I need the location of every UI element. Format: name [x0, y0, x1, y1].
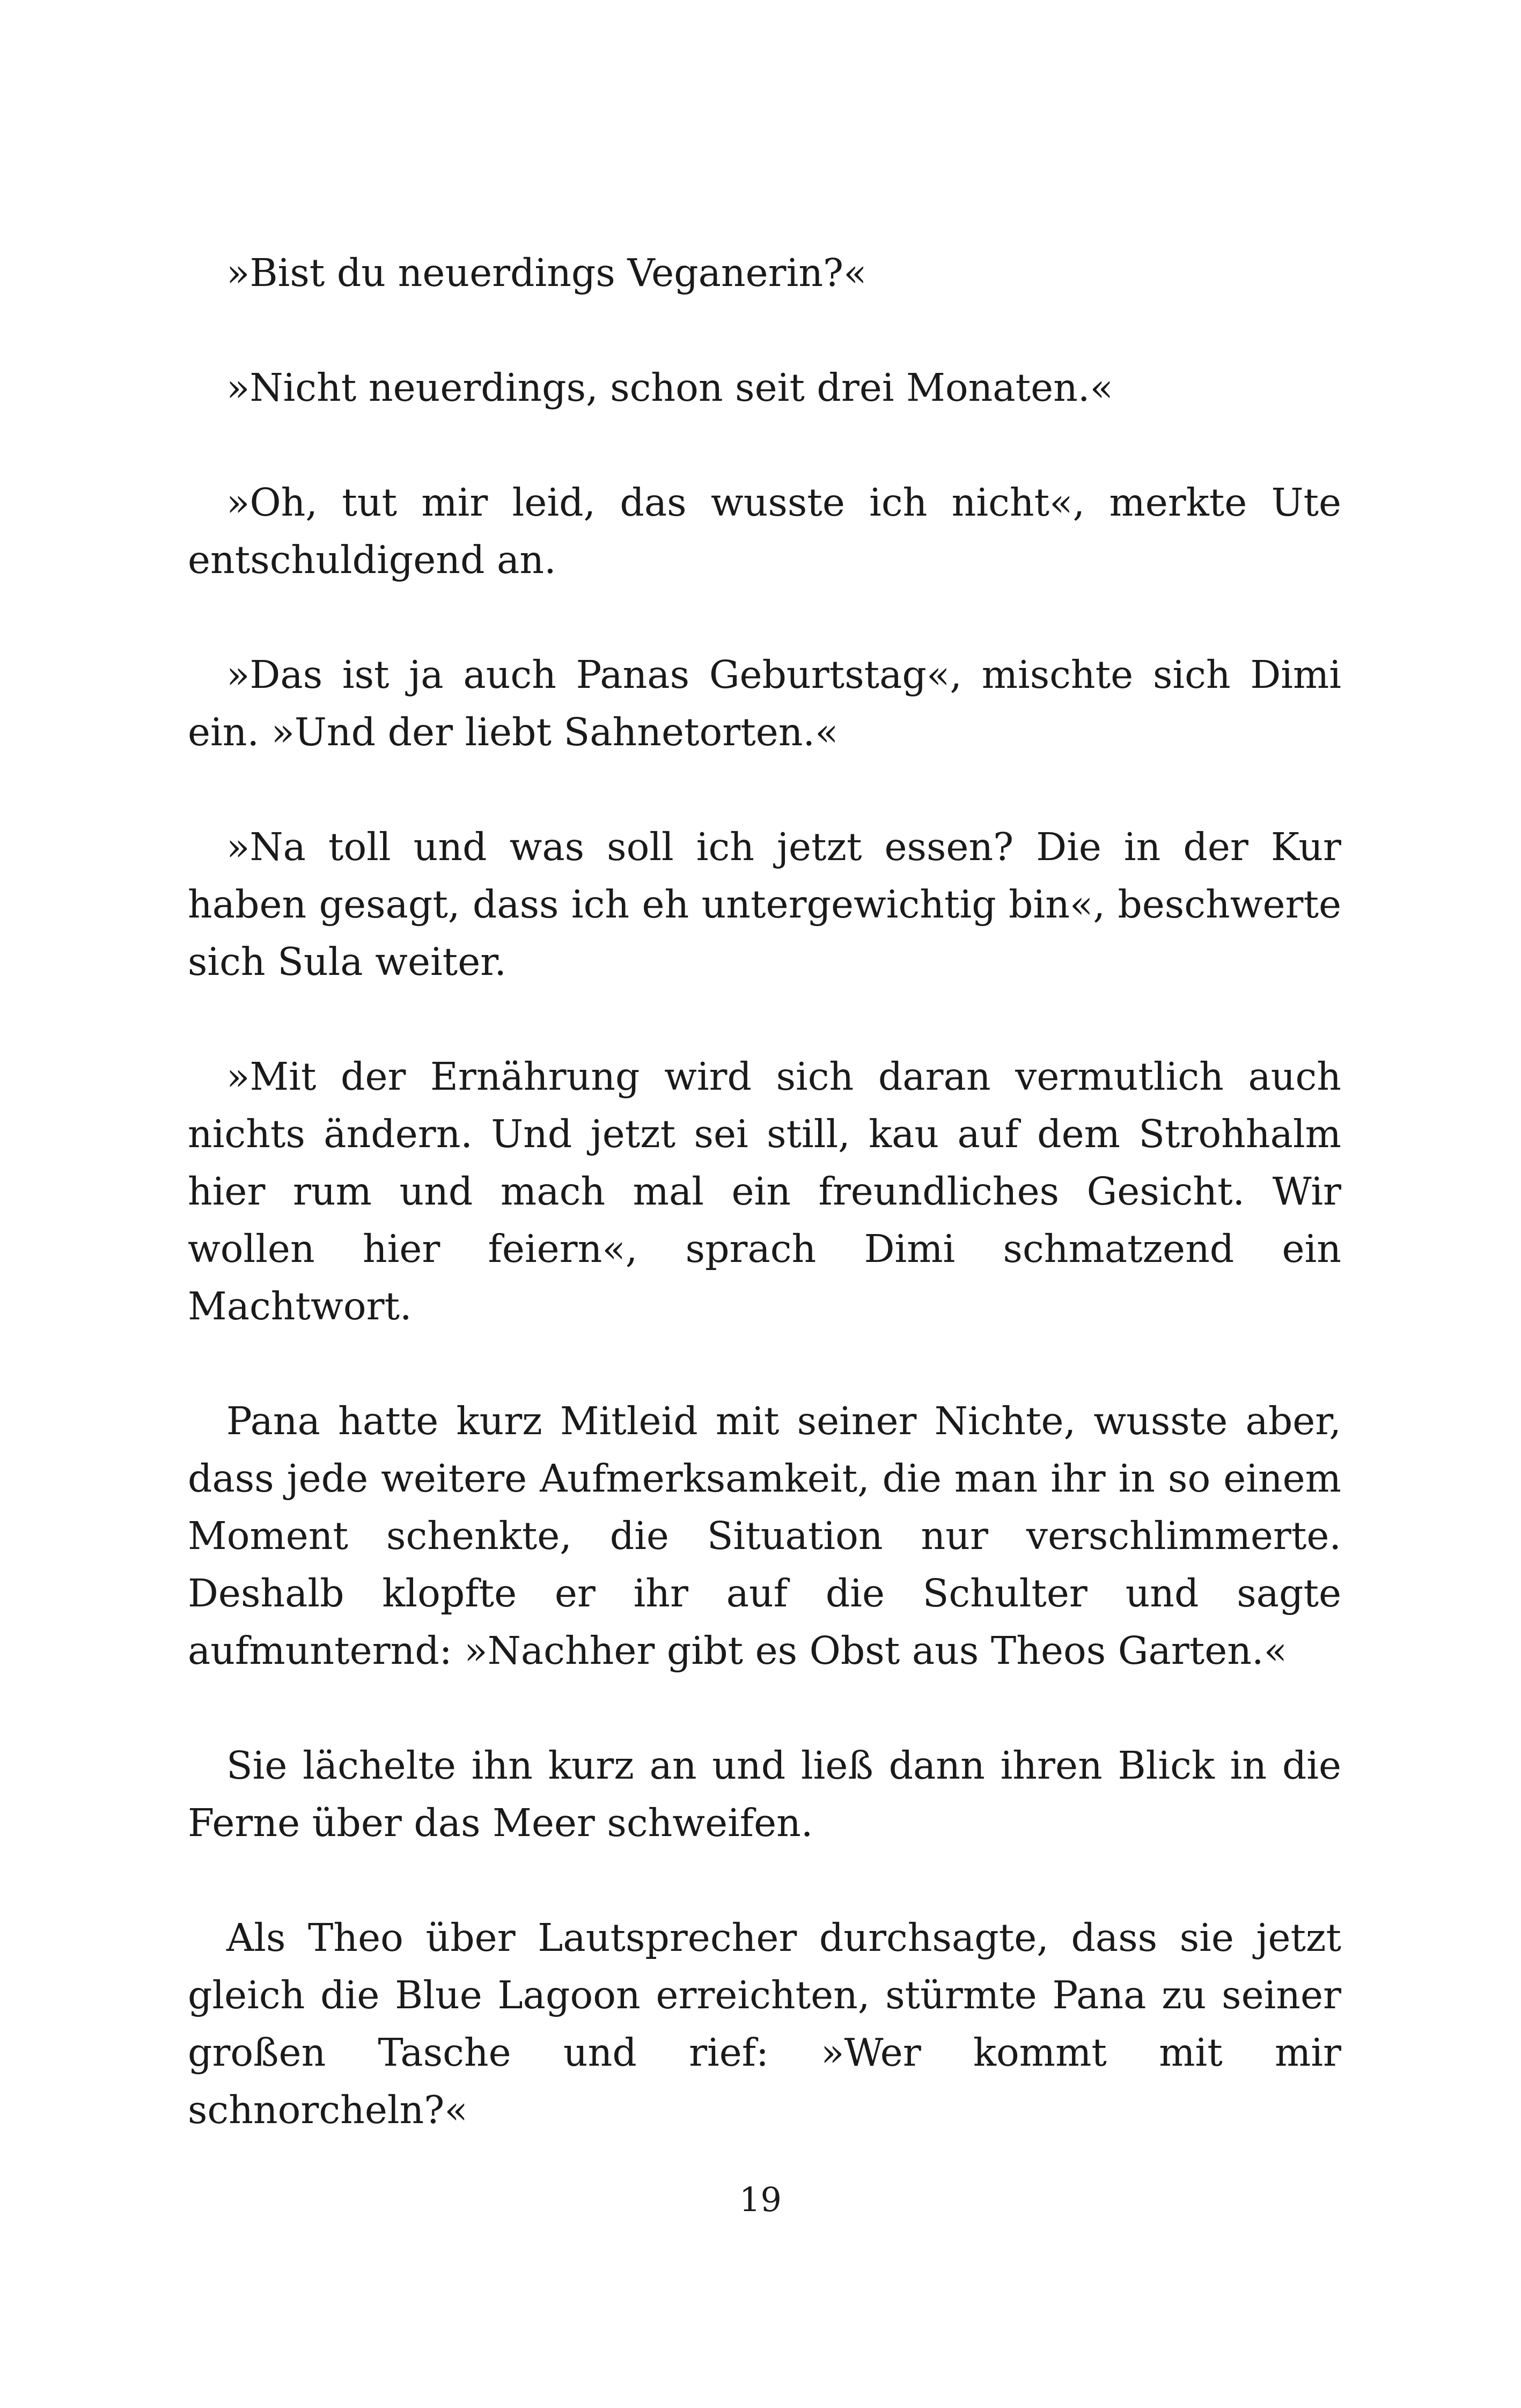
paragraph-9: Als Theo über Lautsprecher durchsagte, dass sie jetzt gleich die Blue Lagoon erreichten, stürmte Pana zu seiner großen Tasche und rief: »Wer kommt mit mir schnorcheln?« — [188, 1915, 1341, 2132]
paragraph-2: »Nicht neuerdings, schon seit drei Monaten.« — [226, 365, 1113, 410]
paragraph-3: »Oh, tut mir leid, das wusste ich nicht«, merkte Ute entschuldigend an. — [188, 480, 1341, 582]
body-text — [188, 244, 1341, 2139]
paragraph-6: »Mit der Ernährung wird sich daran vermutlich auch nichts ändern. Und jetzt sei still, kau auf dem Strohhalm hier rum und mach mal ein freundliches Gesicht. Wir wollen hier feiern«, sprach Dimi schmatzend ein Machtwort. — [188, 1054, 1341, 1328]
paragraph-7: Pana hatte kurz Mitleid mit seiner Nichte, wusste aber, dass jede weitere Aufmerksamkeit, die man ihr in so einem Moment schenkte, die Situation nur verschlimmerte. Deshalb klopfte er ihr auf die Schulter und sagte aufmunternd: »Nachher gibt es Obst aus Theos Garten.« — [188, 1399, 1341, 1673]
paragraph-1: »Bist du neuerdings Veganerin?« — [226, 251, 867, 295]
paragraph-4: »Das ist ja auch Panas Geburtstag«, mischte sich Dimi ein. »Und der liebt Sahnetorten.« — [188, 652, 1341, 754]
page-number: 19 — [739, 2180, 782, 2219]
paragraph-5: »Na toll und was soll ich jetzt essen? Die in der Kur haben gesagt, dass ich eh untergewichtig bin«, beschwerte sich Sula weiter. — [188, 825, 1341, 984]
paragraph-8: Sie lächelte ihn kurz an und ließ dann ihren Blick in die Ferne über das Meer schweifen. — [188, 1743, 1341, 1845]
